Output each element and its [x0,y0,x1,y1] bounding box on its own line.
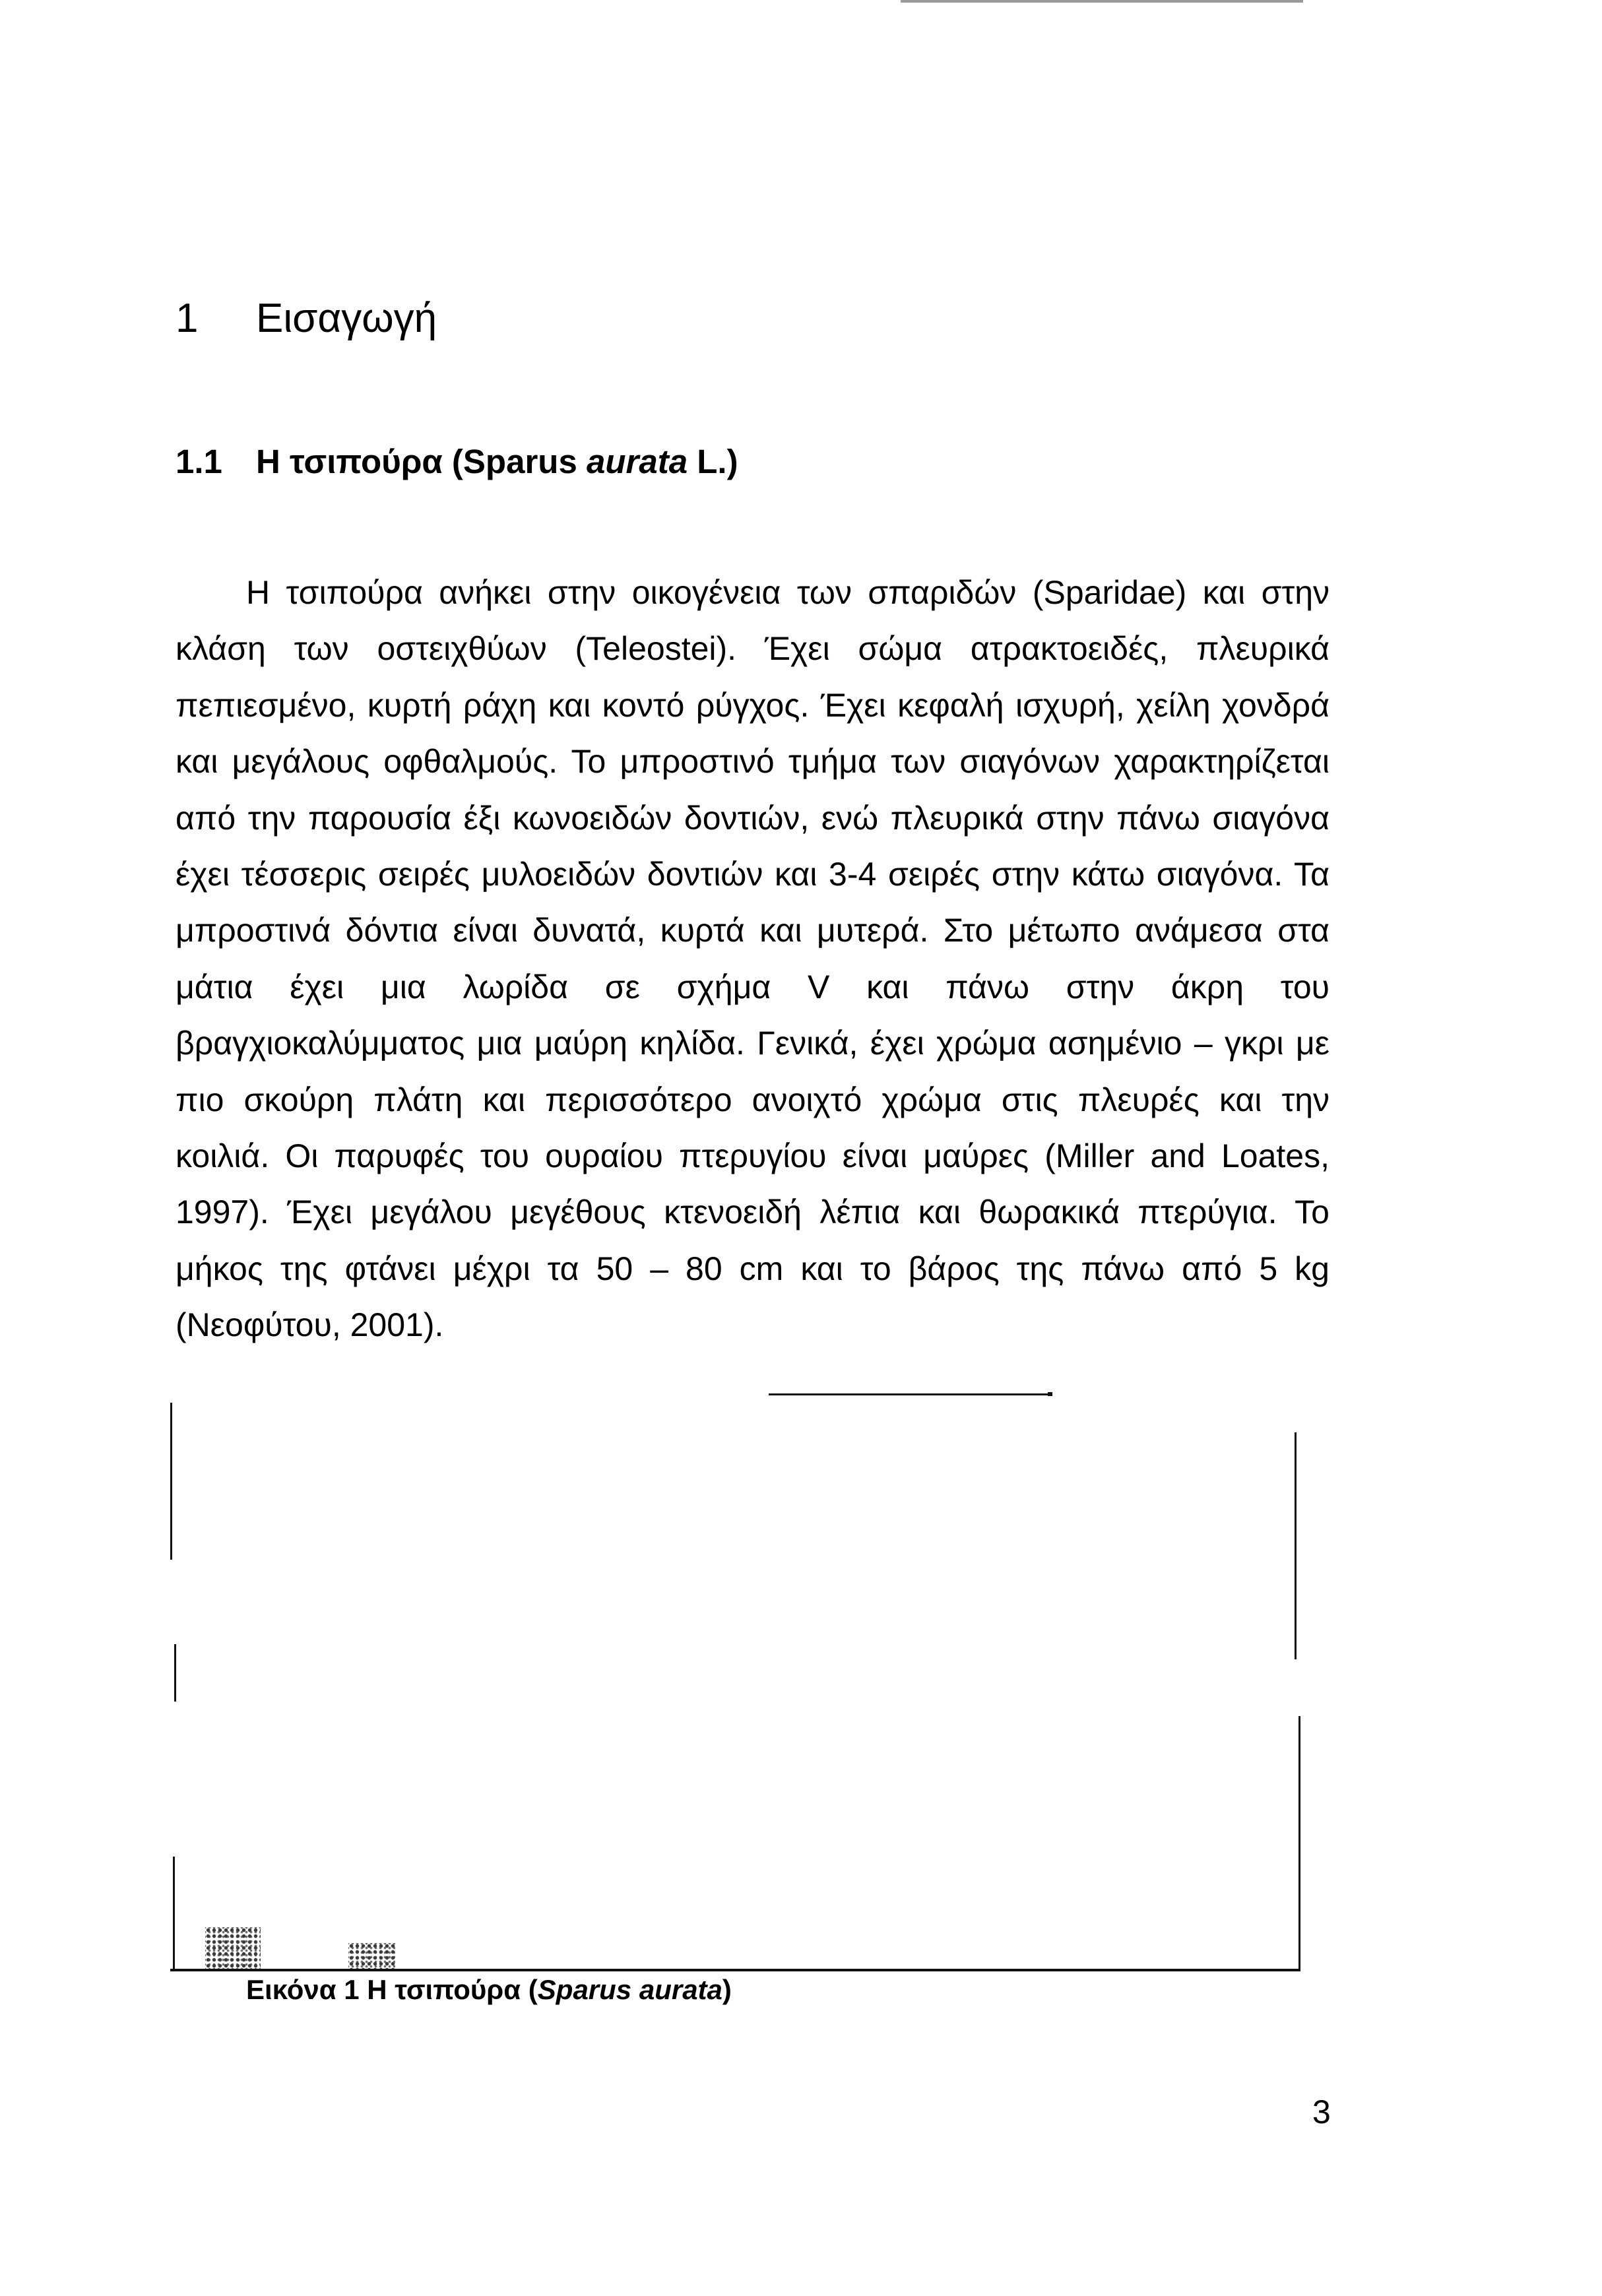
body-paragraph [176,565,1330,1353]
frame-line-left [173,1857,175,1970]
section-heading [176,445,738,478]
caption-species-name: Sparus aurata [537,1974,722,2005]
section-title-suffix: L.) [688,443,738,480]
scan-edge-line [901,0,1303,3]
chapter-number: 1 [176,296,199,341]
body-line: πιο σκούρη πλάτη και περισσότερο ανοιχτό χρώμα στις πλευρές και την [176,1081,1330,1118]
body-line: πεπιεσμένο, κυρτή ράχη και κοντό ρύγχος. Έχει κεφαλή ισχυρή, χείλη χονδρά [176,686,1330,724]
caption-text-end: ) [722,1974,732,2005]
section-title-italic: aurata [587,443,688,480]
body-line: κοιλιά. Οι παρυφές του ουραίου πτερυγίου είναι μαύρες (Miller and Loates, [176,1137,1330,1174]
body-line: 1997). Έχει μεγάλου μεγέθους κτενοειδή λέπια και θωρακικά πτερύγια. Το [176,1194,1330,1231]
section-number: 1.1 [176,443,222,480]
body-line: μπροστινά δόντια είναι δυνατά, κυρτά και μυτερά. Στο μέτωπο ανάμεσα στα [176,912,1330,949]
body-line: Η τσιπούρα ανήκει στην οικογένεια των σπαριδών (Sparidae) και στην [246,574,1330,611]
body-line: και μεγάλους οφθαλμούς. Το μπροστινό τμήμα των σιαγόνων χαρακτηρίζεται [176,743,1330,781]
scan-artifact [205,1927,261,1969]
frame-line-bottom [170,1969,1300,1971]
body-line: μήκος της φτάνει μέχρι τα 50 – 80 cm και το βάρος της πάνω από 5 kg [176,1250,1330,1287]
figure-caption [246,1976,732,2004]
section-title-prefix: Η τσιπούρα (Sparus [256,443,587,480]
chapter-heading [176,298,437,339]
body-line: (Νεοφύτου, 2001). [176,1306,444,1344]
frame-line-right [1295,1432,1297,1659]
body-line: μάτια έχει μια λωρίδα σε σχήμα V και πάνω στην άκρη του [176,968,1330,1005]
body-line: βραγχιοκαλύμματος μια μαύρη κηλίδα. Γενικά, έχει χρώμα ασημένιο – γκρι με [176,1025,1330,1062]
frame-line-right [1298,1716,1300,1971]
frame-line-top [769,1393,1049,1395]
body-line: κλάση των οστειχθύων (Teleostei). Έχει σώμα ατρακτοειδές, πλευρικά [176,630,1330,668]
body-line: έχει τέσσερις σειρές μυλοειδών δοντιών και 3-4 σειρές στην κάτω σιαγόνα. Τα [176,855,1330,893]
page-number: 3 [1312,2093,1331,2130]
frame-line-top-dot [1048,1392,1052,1396]
chapter-title: Εισαγωγή [256,296,437,341]
scan-artifact [348,1943,395,1969]
frame-line-left [170,1403,172,1560]
frame-line-left [174,1644,176,1702]
body-line: από την παρουσία έξι κωνοειδών δοντιών, ενώ πλευρικά στην πάνω σιαγόνα [176,799,1330,837]
caption-label: Εικόνα 1 [246,1974,360,2005]
caption-text: Η τσιπούρα ( [359,1974,538,2005]
